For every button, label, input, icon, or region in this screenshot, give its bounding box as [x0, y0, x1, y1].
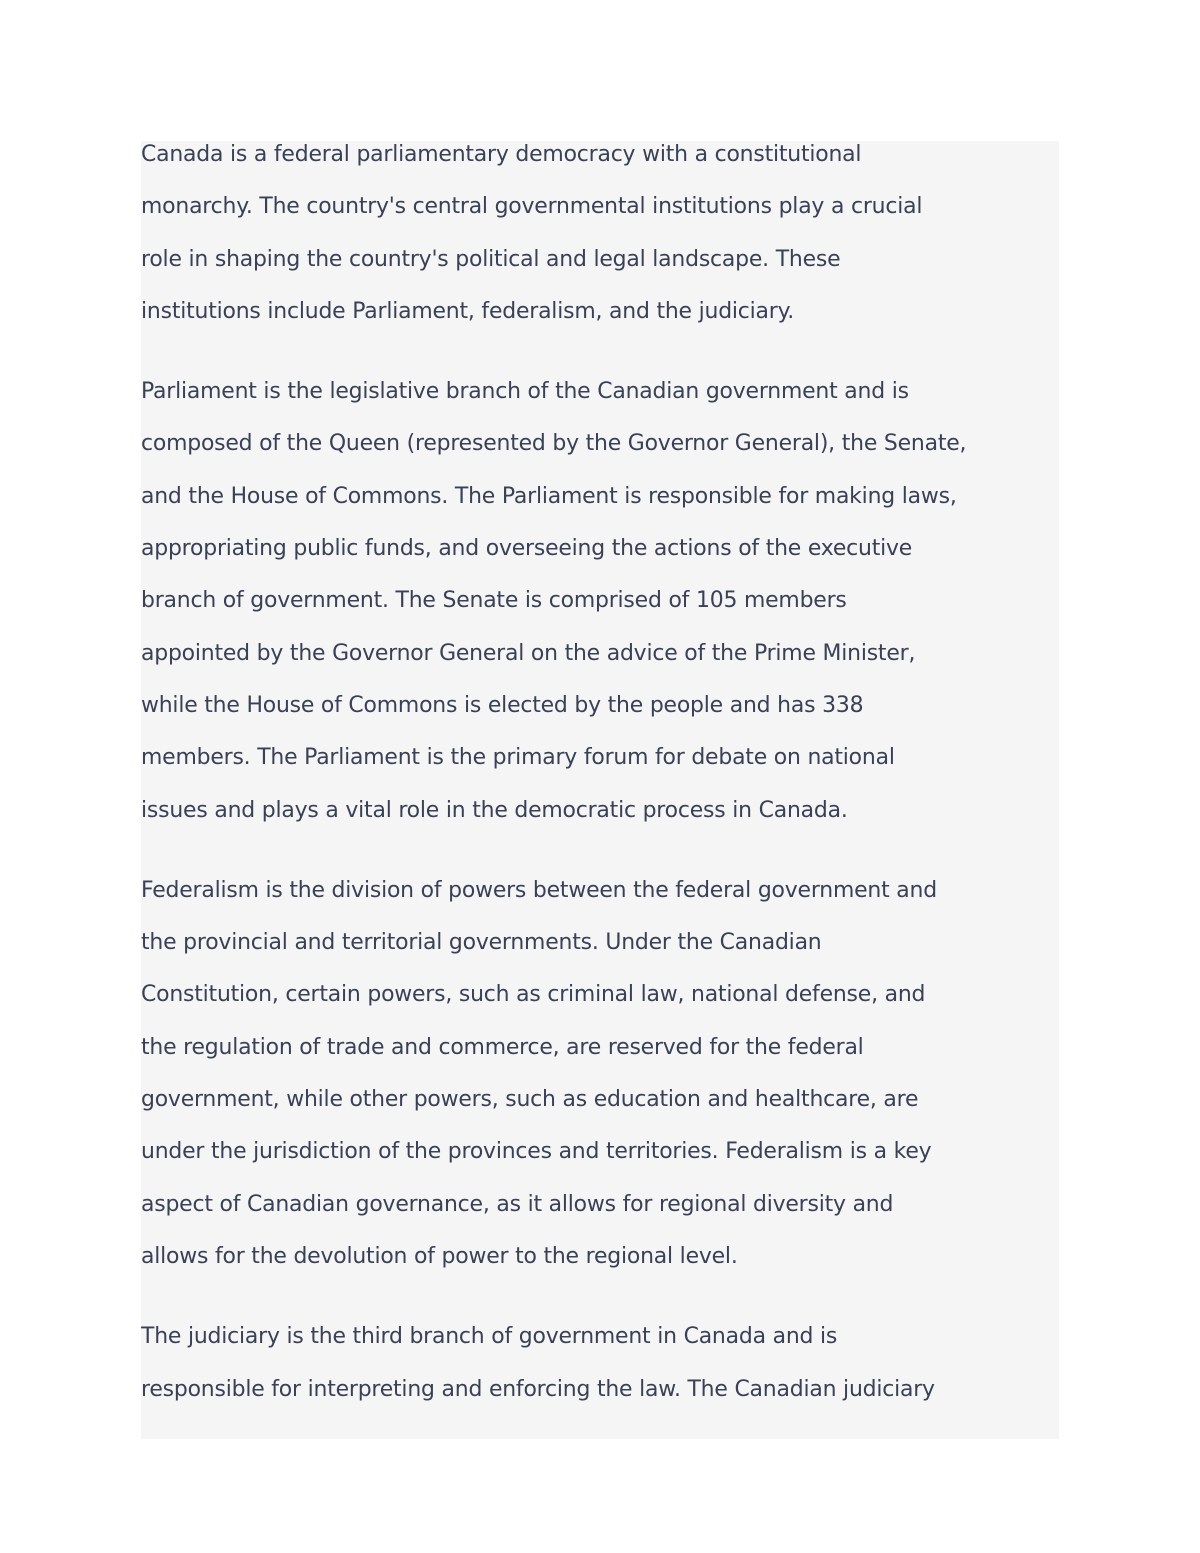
text-line: the provincial and territorial governments. Under the Canadian	[141, 930, 822, 956]
text-line: government, while other powers, such as education and healthcare, are	[141, 1087, 919, 1113]
text-line: Constitution, certain powers, such as criminal law, national defense, and	[141, 982, 926, 1008]
text-line: appropriating public funds, and overseeing the actions of the executive	[141, 536, 913, 562]
paragraph-judiciary	[141, 1311, 1059, 1416]
text-line: under the jurisdiction of the provinces and territories. Federalism is a key	[141, 1139, 932, 1165]
text-line: Federalism is the division of powers between the federal government and	[141, 877, 937, 903]
paragraph-federalism	[141, 865, 1059, 1283]
text-line: branch of government. The Senate is comprised of 105 members	[141, 588, 847, 614]
text-line: role in shaping the country's political and legal landscape. These	[141, 246, 841, 272]
text-line: and the House of Commons. The Parliament is responsible for making laws,	[141, 483, 957, 509]
paragraph-parliament	[141, 366, 1059, 837]
text-line: responsible for interpreting and enforcing the law. The Canadian judiciary	[141, 1376, 935, 1402]
text-line: monarchy. The country's central governmental institutions play a crucial	[141, 194, 923, 220]
text-line: members. The Parliament is the primary forum for debate on national	[141, 745, 895, 771]
text-line: issues and plays a vital role in the democratic process in Canada.	[141, 797, 848, 823]
text-line: institutions include Parliament, federalism, and the judiciary.	[141, 298, 795, 324]
text-line: The judiciary is the third branch of government in Canada and is	[141, 1324, 838, 1350]
text-line: the regulation of trade and commerce, are reserved for the federal	[141, 1034, 864, 1060]
text-block	[141, 141, 1059, 1439]
text-line: aspect of Canadian governance, as it allows for regional diversity and	[141, 1191, 894, 1217]
text-line: composed of the Queen (represented by the Governor General), the Senate,	[141, 431, 967, 457]
paragraph-intro	[141, 141, 1059, 338]
text-line: while the House of Commons is elected by the people and has 338	[141, 692, 864, 718]
text-line: Parliament is the legislative branch of the Canadian government and is	[141, 379, 909, 405]
text-line: Canada is a federal parliamentary democracy with a constitutional	[141, 142, 862, 167]
text-line: allows for the devolution of power to the regional level.	[141, 1243, 738, 1269]
text-line: appointed by the Governor General on the advice of the Prime Minister,	[141, 640, 916, 666]
